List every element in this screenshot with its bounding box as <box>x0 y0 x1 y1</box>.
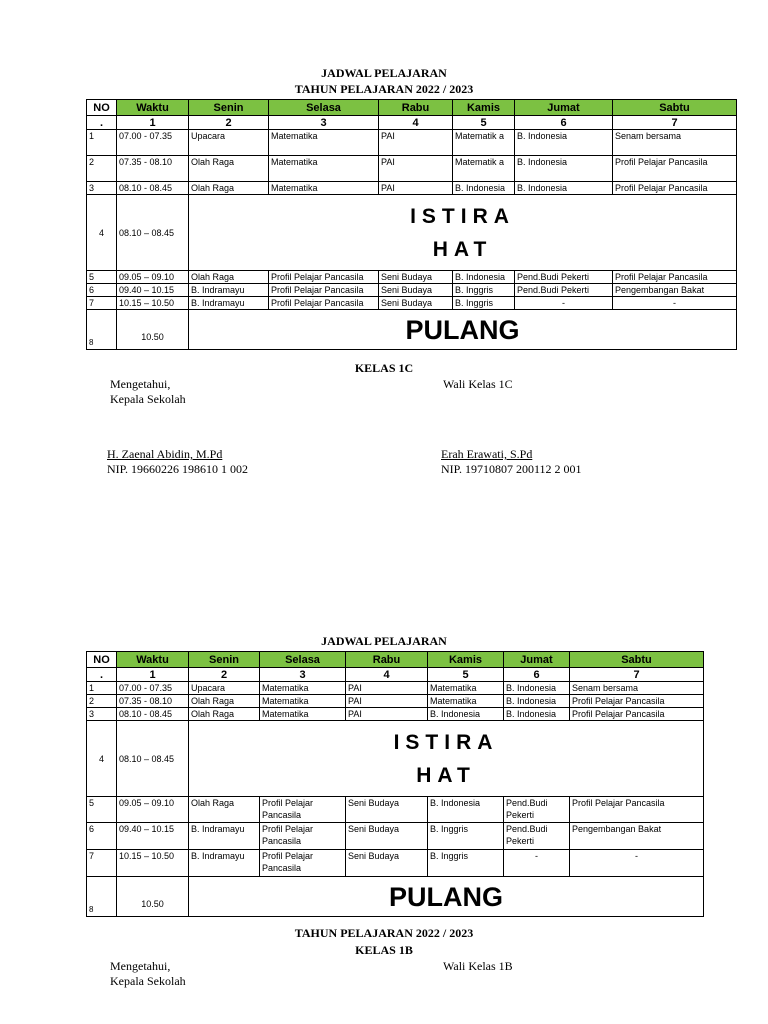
doc1-left-signer <box>107 447 248 477</box>
cell: 2 <box>87 695 117 708</box>
end-row <box>87 310 737 350</box>
cell: 08.10 - 08.45 <box>117 182 189 195</box>
sig-line: Mengetahui, <box>110 377 171 391</box>
sig-line: Wali Kelas 1C <box>443 377 513 391</box>
cell: Seni Budaya <box>346 823 428 850</box>
signer-nip: NIP. 19710807 200112 2 001 <box>441 462 582 476</box>
table-row <box>87 271 737 284</box>
cell: B. Indramayu <box>189 850 260 877</box>
cell: 5 <box>87 797 117 823</box>
cell: 07.35 - 08.10 <box>117 156 189 182</box>
cell: 09.05 – 09.10 <box>117 797 189 823</box>
table-row <box>87 297 737 310</box>
doc2-right-signature <box>443 959 513 974</box>
cell: B. Inggris <box>428 850 504 877</box>
cell: B. Indonesia <box>453 182 515 195</box>
cell: 3 <box>87 708 117 721</box>
cell: Seni Budaya <box>379 271 453 284</box>
cell: 08.10 - 08.45 <box>117 708 189 721</box>
cell: Senam bersama <box>570 682 704 695</box>
break-label: ISTIRA HAT <box>189 721 704 797</box>
cell: 10.50 <box>117 310 189 350</box>
sig-line: Mengetahui, <box>110 959 171 973</box>
sig-line: Kepala Sekolah <box>110 392 186 406</box>
cell: Seni Budaya <box>379 284 453 297</box>
cell: Matematika <box>269 156 379 182</box>
table-row <box>87 708 704 721</box>
col-number: 5 <box>453 116 515 130</box>
cell: B. Indonesia <box>453 271 515 284</box>
header-cell: Kamis <box>453 100 515 116</box>
cell: PAI <box>379 156 453 182</box>
doc1-right-signer <box>441 447 582 477</box>
cell: Seni Budaya <box>346 850 428 877</box>
header-cell: Senin <box>189 652 260 668</box>
cell: Profil Pelajar Pancasila <box>613 182 737 195</box>
cell: Matematika <box>269 130 379 156</box>
cell: Matematika <box>428 695 504 708</box>
col-number: 7 <box>613 116 737 130</box>
break-row <box>87 195 737 271</box>
doc1-class-label: KELAS 1C <box>354 361 414 375</box>
cell: B. Indonesia <box>515 156 613 182</box>
cell: B. Indonesia <box>504 708 570 721</box>
cell: B. Indonesia <box>428 708 504 721</box>
header-cell: Senin <box>189 100 269 116</box>
header-cell: NO <box>87 100 117 116</box>
cell: Profil Pelajar Pancasila <box>613 156 737 182</box>
cell: 3 <box>87 182 117 195</box>
doc2-class-label: KELAS 1B <box>355 943 413 957</box>
cell: Matematika <box>260 695 346 708</box>
table-row <box>87 130 737 156</box>
cell: B. Indramayu <box>189 823 260 850</box>
header-cell: Sabtu <box>613 100 737 116</box>
cell: Matematika <box>260 708 346 721</box>
cell: PAI <box>346 708 428 721</box>
end-row <box>87 877 704 917</box>
cell: 5 <box>87 271 117 284</box>
doc1-number-row <box>87 116 737 130</box>
cell: Upacara <box>189 130 269 156</box>
cell: Matematik a <box>453 130 515 156</box>
cell: 7 <box>87 850 117 877</box>
cell: 07.35 - 08.10 <box>117 695 189 708</box>
table-row <box>87 850 704 877</box>
cell: B. Inggris <box>453 297 515 310</box>
doc2-left-signature <box>110 959 186 989</box>
col-number: 6 <box>504 668 570 682</box>
col-number: 3 <box>269 116 379 130</box>
doc2-header-row <box>87 652 704 668</box>
cell: 4 <box>87 721 117 797</box>
col-number: 6 <box>515 116 613 130</box>
cell: 08.10 – 08.45 <box>117 195 189 271</box>
cell: Profil Pelajar Pancasila <box>269 284 379 297</box>
header-cell: NO <box>87 652 117 668</box>
cell: Olah Raga <box>189 708 260 721</box>
cell: PAI <box>346 695 428 708</box>
table-row <box>87 284 737 297</box>
cell: 8 <box>87 310 117 350</box>
cell: Upacara <box>189 682 260 695</box>
header-cell: Kamis <box>428 652 504 668</box>
col-number: 5 <box>428 668 504 682</box>
cell: Pend.Budi Pekerti <box>515 284 613 297</box>
header-cell: Selasa <box>269 100 379 116</box>
cell: Matematika <box>269 182 379 195</box>
cell: Matematika <box>260 682 346 695</box>
cell: Profil Pelajar Pancasila <box>260 823 346 850</box>
cell: B. Inggris <box>453 284 515 297</box>
signer-nip: NIP. 19660226 198610 1 002 <box>107 462 249 476</box>
cell: B. Indonesia <box>504 682 570 695</box>
col-number: . <box>87 668 117 682</box>
col-number: 7 <box>570 668 704 682</box>
table-row <box>87 823 704 850</box>
cell: 1 <box>87 682 117 695</box>
doc2-schedule-table <box>86 651 704 917</box>
cell: Profil Pelajar Pancasila <box>269 271 379 284</box>
doc1-title: JADWAL PELAJARAN <box>321 66 447 80</box>
cell: Profil Pelajar Pancasila <box>613 271 737 284</box>
cell: Profil Pelajar Pancasila <box>260 797 346 823</box>
cell: 07.00 - 07.35 <box>117 682 189 695</box>
cell: B. Indonesia <box>428 797 504 823</box>
col-number: 2 <box>189 116 269 130</box>
cell: 09.40 – 10.15 <box>117 823 189 850</box>
cell: Seni Budaya <box>346 797 428 823</box>
doc1-left-signature <box>110 377 186 407</box>
sig-line: Kepala Sekolah <box>110 974 186 988</box>
cell: B. Inggris <box>428 823 504 850</box>
sig-line: Wali Kelas 1B <box>443 959 513 973</box>
cell: 08.10 – 08.45 <box>117 721 189 797</box>
header-cell: Rabu <box>346 652 428 668</box>
cell: 8 <box>87 877 117 917</box>
doc1-subtitle: TAHUN PELAJARAN 2022 / 2023 <box>294 82 474 96</box>
cell: 10.15 – 10.50 <box>117 850 189 877</box>
cell: 07.00 - 07.35 <box>117 130 189 156</box>
cell: B. Indramayu <box>189 284 269 297</box>
cell: 2 <box>87 156 117 182</box>
cell: - <box>613 297 737 310</box>
header-cell: Selasa <box>260 652 346 668</box>
cell: Olah Raga <box>189 695 260 708</box>
cell: Profil Pelajar Pancasila <box>269 297 379 310</box>
table-row <box>87 182 737 195</box>
doc1-right-signature <box>443 377 513 392</box>
cell: Pend.Budi Pekerti <box>504 823 570 850</box>
cell: 6 <box>87 823 117 850</box>
cell: Olah Raga <box>189 182 269 195</box>
cell: B. Indonesia <box>515 130 613 156</box>
cell: B. Indonesia <box>504 695 570 708</box>
cell: Pengembangan Bakat <box>613 284 737 297</box>
col-number: 1 <box>117 116 189 130</box>
cell: - <box>504 850 570 877</box>
cell: Profil Pelajar Pancasila <box>260 850 346 877</box>
cell: - <box>515 297 613 310</box>
signer-name: H. Zaenal Abidin, M.Pd <box>107 447 223 461</box>
cell: 09.40 – 10.15 <box>117 284 189 297</box>
header-cell: Rabu <box>379 100 453 116</box>
cell: Olah Raga <box>189 271 269 284</box>
doc2-subtitle: TAHUN PELAJARAN 2022 / 2023 <box>294 926 474 940</box>
cell: Matematik a <box>453 156 515 182</box>
header-cell: Waktu <box>117 100 189 116</box>
header-cell: Sabtu <box>570 652 704 668</box>
end-label: PULANG <box>189 877 704 917</box>
break-label: ISTIRA HAT <box>189 195 737 271</box>
cell: 4 <box>87 195 117 271</box>
cell: B. Indramayu <box>189 297 269 310</box>
signer-name: Erah Erawati, S.Pd <box>441 447 533 461</box>
header-cell: Jumat <box>504 652 570 668</box>
cell: 10.50 <box>117 877 189 917</box>
cell: 10.15 – 10.50 <box>117 297 189 310</box>
cell: PAI <box>379 130 453 156</box>
table-row <box>87 156 737 182</box>
cell: Profil Pelajar Pancasila <box>570 695 704 708</box>
col-number: 3 <box>260 668 346 682</box>
doc1-header-row <box>87 100 737 116</box>
cell: Matematika <box>428 682 504 695</box>
cell: 6 <box>87 284 117 297</box>
break-row <box>87 721 704 797</box>
col-number: 1 <box>117 668 189 682</box>
col-number: 4 <box>379 116 453 130</box>
col-number: 4 <box>346 668 428 682</box>
cell: Pend.Budi Pekerti <box>515 271 613 284</box>
header-cell: Jumat <box>515 100 613 116</box>
cell: PAI <box>379 182 453 195</box>
col-number: . <box>87 116 117 130</box>
doc2-number-row <box>87 668 704 682</box>
cell: Pengembangan Bakat <box>570 823 704 850</box>
cell: 1 <box>87 130 117 156</box>
cell: B. Indonesia <box>515 182 613 195</box>
cell: Seni Budaya <box>379 297 453 310</box>
table-row <box>87 797 704 823</box>
header-cell: Waktu <box>117 652 189 668</box>
cell: 7 <box>87 297 117 310</box>
table-row <box>87 682 704 695</box>
col-number: 2 <box>189 668 260 682</box>
cell: Pend.Budi Pekerti <box>504 797 570 823</box>
cell: Profil Pelajar Pancasila <box>570 797 704 823</box>
cell: Senam bersama <box>613 130 737 156</box>
end-label: PULANG <box>189 310 737 350</box>
cell: Olah Raga <box>189 156 269 182</box>
cell: - <box>570 850 704 877</box>
cell: 09.05 – 09.10 <box>117 271 189 284</box>
table-row <box>87 695 704 708</box>
doc2-title: JADWAL PELAJARAN <box>321 634 447 648</box>
cell: Olah Raga <box>189 797 260 823</box>
cell: Profil Pelajar Pancasila <box>570 708 704 721</box>
doc1-schedule-table <box>86 99 737 350</box>
cell: PAI <box>346 682 428 695</box>
